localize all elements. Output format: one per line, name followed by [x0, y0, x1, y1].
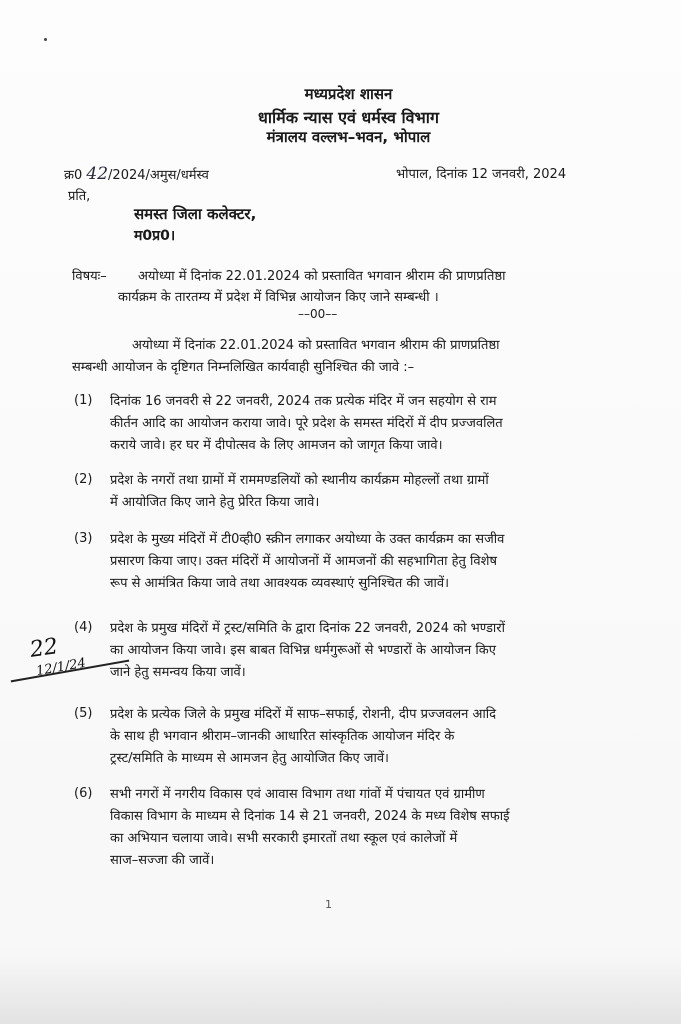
handwritten-number: 42	[86, 164, 109, 184]
handwritten-margin-number: 22	[28, 634, 60, 663]
subject-separator: ––00––	[298, 307, 338, 321]
point-line: प्रसारण किया जाए। उक्त मंदिरों में आयोजनों में आमजनों की सहभागिता हेतु विशेष	[110, 554, 498, 569]
point-number: (4)	[74, 620, 93, 635]
subject-line: कार्यक्रम के तारतम्य में प्रदेश में विभिन्न आयोजन किए जाने सम्बन्धी ।	[118, 290, 439, 305]
intro-line: अयोध्या में दिनांक 22.01.2024 को प्रस्तावित भगवान श्रीराम की प्राणप्रतिष्ठा	[132, 338, 500, 353]
letter-date: भोपाल, दिनांक 12 जनवरी, 2024	[396, 167, 567, 182]
point-line: साज–सज्जा की जावें।	[110, 853, 215, 868]
point-line: जाने हेतु समन्वय किया जावें।	[110, 665, 246, 680]
point-line: विकास विभाग के माध्यम से दिनांक 14 से 21 जनवरी, 2024 के मध्य विशेष सफाई	[110, 809, 510, 824]
point-line: ट्रस्ट/समिति के माध्यम से आमजन हेतु आयोजित किए जावें।	[110, 751, 389, 766]
point-line: कीर्तन आदि का आयोजन कराया जावे। पूरे प्रदेश के समस्त मंदिरों में दीप प्रज्जवलित	[110, 416, 503, 431]
subject-label: विषयः–	[72, 269, 107, 284]
ministry-address: मंत्रालय वल्लभ–भवन, भोपाल	[266, 128, 431, 146]
point-line: रूप से आमंत्रित किया जावे तथा आवश्यक व्यवस्थाएं सुनिश्चित की जावें।	[110, 576, 450, 591]
point-line: प्रदेश के नगरों तथा ग्रामों में राममण्डलियों को स्थानीय कार्यक्रम मोहल्लों तथा ग्रामों	[110, 473, 489, 488]
handwritten-margin-date: 12/1/24	[35, 655, 88, 680]
point-number: (6)	[74, 786, 93, 801]
point-line: प्रदेश के प्रत्येक जिले के प्रमुख मंदिरों में साफ–सफाई, रोशनी, दीप प्रज्जवलन आदि	[110, 707, 497, 722]
reference-suffix: /2024/अमुस/धर्मस्व	[108, 168, 209, 183]
govt-title: मध्यप्रदेश शासन	[304, 85, 393, 103]
recipient-line-2: म0प्र0।	[134, 228, 176, 244]
to-label: प्रति,	[68, 189, 91, 204]
reference-number	[64, 164, 209, 184]
recipient-line-1: समस्त जिला कलेक्टर,	[134, 205, 257, 223]
point-line: में आयोजित किए जाने हेतु प्रेरित किया जावे।	[110, 495, 320, 510]
point-line: सभी नगरों में नगरीय विकास एवं आवास विभाग तथा गांवों में पंचायत एवं ग्रामीण	[110, 787, 485, 802]
point-line: कराये जावे। हर घर में दीपोत्सव के लिए आमजन को जागृत किया जावे।	[110, 438, 443, 453]
point-line: के साथ ही भगवान श्रीराम–जानकी आधारित सांस्कृतिक आयोजन मंदिर के	[110, 729, 455, 744]
point-line: का अभियान चलाया जावे। सभी सरकारी इमारतों तथा स्कूल एवं कालेजों में	[110, 831, 458, 846]
point-number: (2)	[74, 472, 93, 487]
point-line: प्रदेश के मुख्य मंदिरों में टी0व्ही0 स्क्रीन लगाकर अयोध्या के उक्त कार्यक्रम का सजीव	[110, 532, 505, 547]
point-number: (3)	[74, 531, 93, 546]
page-number: 1	[325, 898, 332, 911]
subject-line: अयोध्या में दिनांक 22.01.2024 को प्रस्तावित भगवान श्रीराम की प्राणप्रतिष्ठा	[138, 269, 506, 284]
department-title: धार्मिक न्यास एवं धर्मस्व विभाग	[258, 108, 439, 127]
point-line: का आयोजन किया जावे। इस बाबत विभिन्न धर्मगुरूओं से भण्डारों के आयोजन किए	[110, 643, 496, 658]
point-line: प्रदेश के प्रमुख मंदिरों में ट्रस्ट/समिति के द्वारा दिनांक 22 जनवरी, 2024 को भण्डारों	[110, 621, 505, 636]
point-line: दिनांक 16 जनवरी से 22 जनवरी, 2024 तक प्रत्येक मंदिर में जन सहयोग से राम	[110, 394, 497, 409]
page-shadow	[0, 954, 681, 1024]
speck-mark	[44, 38, 47, 41]
point-number: (5)	[74, 706, 93, 721]
intro-line: सम्बन्धी आयोजन के दृष्टिगत निम्नलिखित कार्यवाही सुनिश्चित की जावे :–	[72, 360, 415, 375]
point-number: (1)	[74, 393, 93, 408]
reference-prefix: क्र0	[64, 168, 83, 183]
